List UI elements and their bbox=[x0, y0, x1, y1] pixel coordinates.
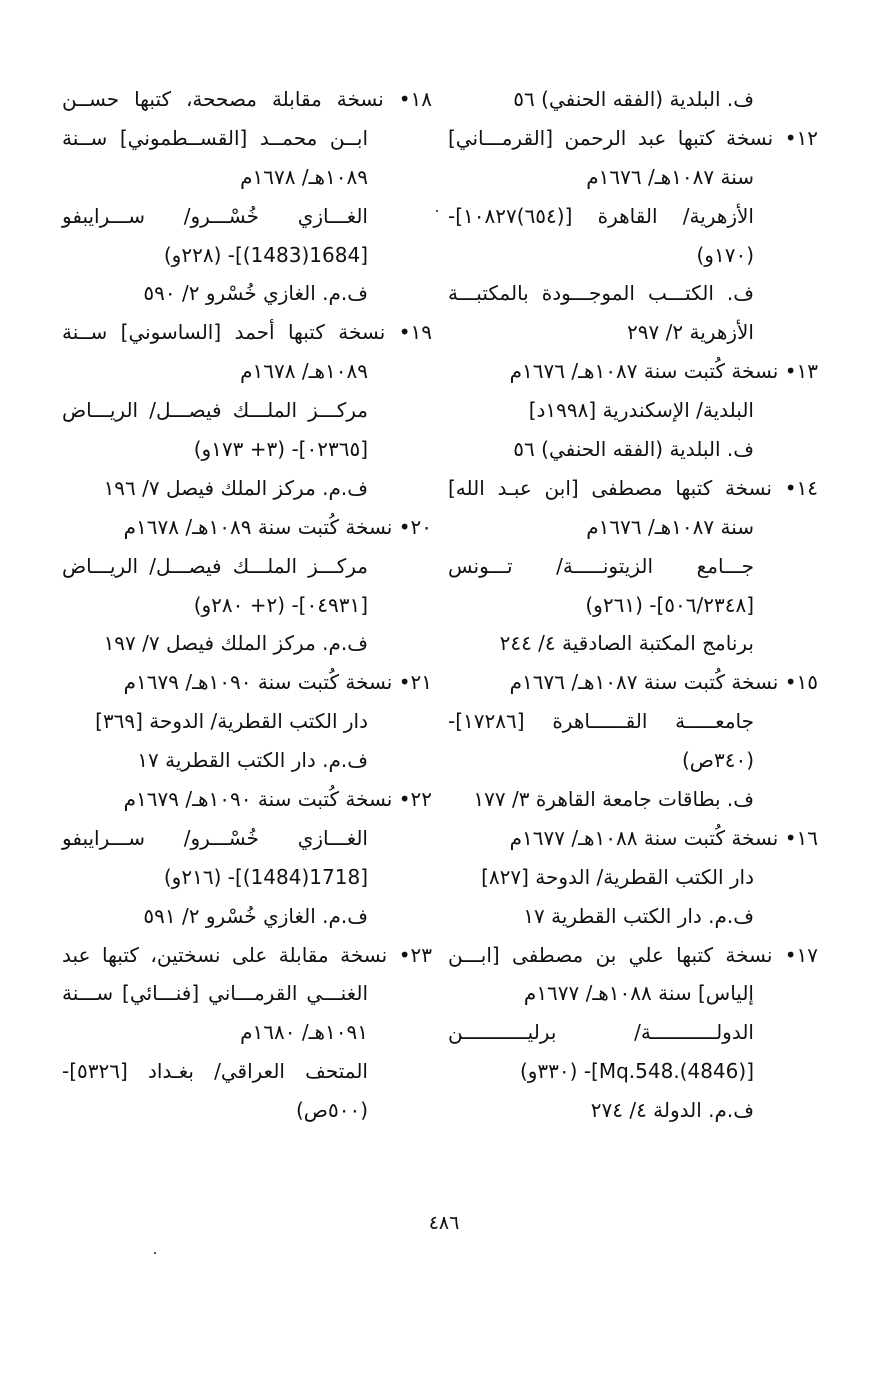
entry-detail-line: إلياس] سنة ١٠٨٨هـ/ ١٦٧٧م bbox=[523, 981, 754, 1006]
left-column bbox=[62, 80, 432, 1130]
entry-detail-line: ف.م. مركز الملك فيصل ٧/ ١٩٧ bbox=[103, 631, 368, 656]
entry-detail-line: [1718(1484)]- (٢١٦و) bbox=[163, 864, 368, 889]
entry-detail-line: ١٠٨٩هـ/ ١٦٧٨م bbox=[240, 359, 368, 384]
entry-detail-line: ف.م. دار الكتب القطرية ١٧ bbox=[523, 903, 754, 928]
entry-detail-line: ابــن محمــد [القســطموني] ســنة bbox=[62, 125, 368, 150]
entry-detail-line: الأزهرية ٢/ ٢٩٧ bbox=[627, 320, 754, 345]
entry-detail-line: ف.م. الغازي خُسْرو ٢/ ٥٩١ bbox=[143, 903, 368, 928]
entry-detail-line: سنة ١٠٨٧هـ/ ١٦٧٦م bbox=[586, 164, 754, 189]
entry-detail-line: مركـــز الملـــك فيصـــل/ الريـــاض bbox=[62, 553, 368, 578]
entry-detail-line: ف. بطاقات جامعة القاهرة ٣/ ١٧٧ bbox=[473, 787, 754, 812]
entry-detail-line: (١٧٠و) bbox=[696, 242, 754, 267]
entry-detail-line: الغنـــي القرمـــاني [فنـــائي] ســـنة bbox=[62, 981, 368, 1006]
entry-detail-line: ف. الكتـــب الموجـــودة بالمكتبـــة bbox=[448, 281, 754, 306]
scan-speck bbox=[436, 210, 438, 212]
entry-heading-line: ٢٣• نسخة مقابلة على نسختين، كتبها عبد bbox=[62, 942, 432, 967]
page-number: ٤٨٦ bbox=[428, 1212, 460, 1234]
entry-detail-line: ف.م. دار الكتب القطرية ١٧ bbox=[137, 748, 368, 773]
entry-detail-line: الغـــازي خُسْـــرو/ ســـرايبفو bbox=[62, 203, 368, 228]
right-column bbox=[448, 80, 818, 1130]
entry-heading-line: ١٩• نسخة كتبها أحمد [الساسوني] ســنة bbox=[62, 320, 432, 345]
scan-speck bbox=[154, 1252, 156, 1254]
entry-detail-line: [٠٤٩٣١]- (٢+ ٢٨٠و) bbox=[193, 592, 368, 617]
entry-heading-line: ٢٢• نسخة كُتبت سنة ١٠٩٠هـ/ ١٦٧٩م bbox=[123, 787, 432, 812]
entry-detail-line: ف. البلدية (الفقه الحنفي) ٥٦ bbox=[513, 87, 754, 111]
entry-heading-line: ١٦• نسخة كُتبت سنة ١٠٨٨هـ/ ١٦٧٧م bbox=[509, 825, 818, 850]
entry-detail-line: البلدية/ الإسكندرية [١٩٩٨د] bbox=[528, 398, 754, 423]
entry-detail-line: [1684(1483)]- (٢٢٨و) bbox=[163, 242, 368, 267]
entry-heading-line: ١٥• نسخة كُتبت سنة ١٠٨٧هـ/ ١٦٧٦م bbox=[509, 670, 818, 695]
entry-detail-line: الغـــازي خُسْـــرو/ ســـرايبفو bbox=[62, 825, 368, 850]
entry-detail-line: الأزهرية/ القاهرة [(٦٥٤)١٠٨٢٧]- bbox=[448, 203, 754, 228]
entry-detail-line: المتحف العراقي/ بغـداد [٥٣٢٦]- bbox=[62, 1059, 368, 1084]
entry-heading-line: ١٧• نسخة كتبها علي بن مصطفى [ابـــن bbox=[448, 942, 818, 967]
entry-heading-line: ١٣• نسخة كُتبت سنة ١٠٨٧هـ/ ١٦٧٦م bbox=[509, 359, 818, 384]
entry-detail-line: ١٠٨٩هـ/ ١٦٧٨م bbox=[240, 164, 368, 189]
entry-heading-line: ٢١• نسخة كُتبت سنة ١٠٩٠هـ/ ١٦٧٩م bbox=[123, 670, 432, 695]
entry-detail-line: الدولـــــــــــة/ برليـــــــــــن bbox=[448, 1020, 754, 1045]
entry-heading-line: ١٨• نسخة مقابلة مصححة، كتبها حســن bbox=[62, 87, 432, 111]
entry-detail-line: ١٠٩١هـ/ ١٦٨٠م bbox=[240, 1020, 368, 1045]
entry-detail-line: (٥٠٠ص) bbox=[295, 1098, 368, 1123]
entry-heading-line: ١٢• نسخة كتبها عبد الرحمن [القرمـــاني] bbox=[448, 125, 818, 150]
entry-detail-line: دار الكتب القطرية/ الدوحة [٣٦٩] bbox=[95, 709, 368, 734]
entry-detail-line: [٠٢٣٦٥]- (٣+ ١٧٣و) bbox=[193, 437, 368, 462]
entry-detail-line: سنة ١٠٨٧هـ/ ١٦٧٦م bbox=[586, 514, 754, 539]
entry-detail-line: [Mq.548.(4846)]- (٣٣٠و) bbox=[519, 1059, 754, 1084]
entry-detail-line: (٣٤٠ص) bbox=[681, 748, 754, 773]
entry-detail-line: [٥٠٦/٢٣٤٨]- (٢٦١و) bbox=[585, 592, 754, 617]
entry-detail-line: جامعـــــة القــــــاهرة [١٧٢٨٦]- bbox=[448, 709, 754, 734]
entry-detail-line: ف.م. الغازي خُسْرو ٢/ ٥٩٠ bbox=[143, 281, 368, 306]
entry-detail-line: مركـــز الملـــك فيصـــل/ الريـــاض bbox=[62, 398, 368, 423]
entry-detail-line: ف.م. مركز الملك فيصل ٧/ ١٩٦ bbox=[103, 475, 368, 500]
entry-detail-line: ف.م. الدولة ٤/ ٢٧٤ bbox=[590, 1098, 754, 1123]
entry-detail-line: دار الكتب القطرية/ الدوحة [٨٢٧] bbox=[481, 864, 754, 889]
entry-heading-line: ٢٠• نسخة كُتبت سنة ١٠٨٩هـ/ ١٦٧٨م bbox=[123, 514, 432, 539]
entry-detail-line: برنامج المكتبة الصادقية ٤/ ٢٤٤ bbox=[499, 631, 754, 656]
entry-heading-line: ١٤• نسخة كتبها مصطفى [ابن عبـد الله] bbox=[448, 475, 818, 500]
entry-detail-line: جـــامع الزيتونـــــة/ تـــونس bbox=[448, 553, 754, 578]
entry-detail-line: ف. البلدية (الفقه الحنفي) ٥٦ bbox=[513, 437, 754, 462]
